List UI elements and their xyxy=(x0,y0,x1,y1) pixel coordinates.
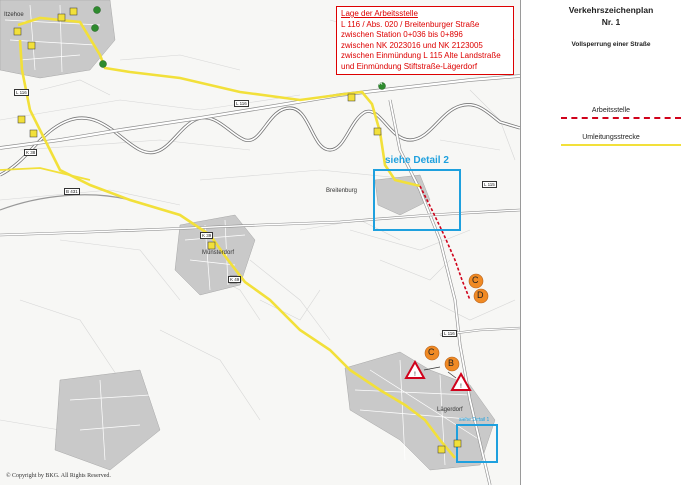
road-label-l116-c: L 116 xyxy=(444,331,455,336)
road-label-b431: B 431 xyxy=(66,189,78,194)
legend-worksite-line xyxy=(561,117,681,119)
detour-sign xyxy=(14,28,21,35)
detail-1-label[interactable]: siehe Detail 1 xyxy=(459,417,490,423)
place-breitenburg: Breitenburg xyxy=(326,188,358,194)
place-laegerdorf: Lägerdorf xyxy=(437,407,463,413)
road-label-l116-a: L 116 xyxy=(16,90,27,95)
legend-detour-line xyxy=(561,144,681,146)
plan-subtitle: Vollsperrung einer Straße xyxy=(571,41,651,48)
road-label-l116-b: L 116 xyxy=(236,101,247,106)
traffic-light-2 xyxy=(92,25,99,32)
info-line-6: und Einmündung Stiftstraße-Lägerdorf xyxy=(341,61,478,71)
svg-text:!: ! xyxy=(414,372,416,378)
marker-c2-label: C xyxy=(472,275,479,285)
legend-panel xyxy=(520,0,700,485)
detour-sign xyxy=(454,440,461,447)
copyright-notice: © Copyright by BKG. All Rights Reserved. xyxy=(6,473,111,479)
detour-sign xyxy=(348,94,355,101)
detour-sign xyxy=(30,130,37,137)
legend-detour-label: Umleitungsstrecke xyxy=(582,134,640,141)
detour-sign xyxy=(58,14,65,21)
detour-sign xyxy=(28,42,35,49)
road-label-k39: K 39 xyxy=(202,233,212,238)
plan-number: Nr. 1 xyxy=(601,17,621,27)
marker-b-label: B xyxy=(448,358,455,368)
worksite-info-box xyxy=(336,6,514,75)
detour-sign xyxy=(70,8,77,15)
road-label-l115: L 115 xyxy=(484,182,495,187)
detour-sign xyxy=(18,116,25,123)
marker-d-label: D xyxy=(477,290,484,300)
legend-worksite-label: Arbeitsstelle xyxy=(591,107,631,114)
plan-title: Verkehrszeichenplan xyxy=(568,5,654,15)
info-line-2: L 116 / Abs. 020 / Breitenburger Straße xyxy=(341,19,480,29)
marker-a-label: A xyxy=(379,81,383,87)
detour-sign xyxy=(374,128,381,135)
place-itzehoe: Itzehoe xyxy=(4,12,24,18)
info-line-3: zwischen Station 0+036 bis 0+896 xyxy=(341,30,463,39)
road-label-k38: K 38 xyxy=(26,150,36,155)
traffic-light-1 xyxy=(94,7,101,14)
svg-text:!: ! xyxy=(460,384,462,390)
traffic-light-3 xyxy=(100,61,107,68)
detour-sign xyxy=(208,242,215,249)
detour-sign xyxy=(438,446,445,453)
road-label-k49: K 49 xyxy=(230,277,240,282)
detail-2-label[interactable]: siehe Detail 2 xyxy=(385,155,449,166)
info-line-1: Lage der Arbeitsstelle xyxy=(341,9,418,18)
marker-c1-label: C xyxy=(428,347,435,357)
place-muensterdorf: Münsterdorf xyxy=(202,250,235,256)
info-line-5: zwischen Einmündung L 115 Alte Landstraße xyxy=(341,51,501,60)
info-line-4: zwischen NK 2023016 und NK 2123005 xyxy=(341,40,483,50)
